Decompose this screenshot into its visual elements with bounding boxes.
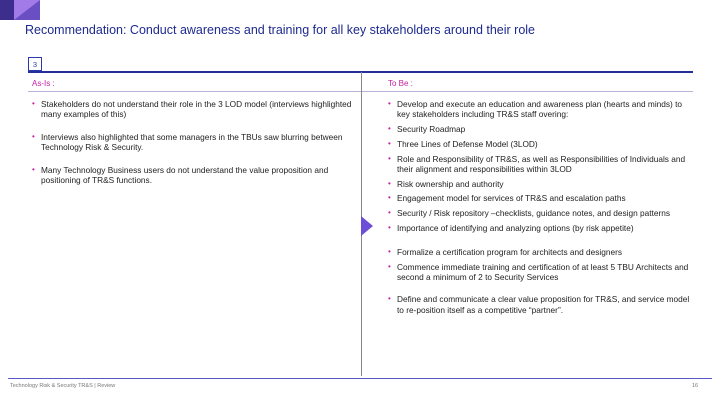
right-arrow-icon xyxy=(361,216,373,236)
to-be-item: • Three Lines of Defense Model (3LOD) xyxy=(388,139,693,149)
to-be-item: • Importance of identifying and analyzing options (by risk appetite) xyxy=(388,223,693,233)
as-is-column xyxy=(32,99,354,198)
to-be-item: • Risk ownership and authority xyxy=(388,179,693,189)
to-be-item: • Define and communicate a clear value proposition for TR&S, and service model to re-position itself as a competitive “partner”. xyxy=(388,294,693,314)
to-be-item: • Formalize a certification program for architects and designers xyxy=(388,247,693,257)
to-be-heading: To Be : xyxy=(388,79,413,88)
footer-rule xyxy=(8,378,712,379)
as-is-item: • Many Technology Business users do not understand the value proposition and positioning of TR&S functions. xyxy=(32,165,354,185)
brand-logo xyxy=(0,0,40,20)
to-be-item: • Commence immediate training and certification of at least 5 TBU Architects and second a minimum of 2 to Security Services xyxy=(388,262,693,282)
slide-title: Recommendation: Conduct awareness and training for all key stakeholders around their role xyxy=(25,23,536,37)
footer-text: Technology Risk & Security TR&S | Review xyxy=(10,383,116,389)
to-be-item: • Security Roadmap xyxy=(388,124,693,134)
page-number: 16 xyxy=(692,383,699,389)
to-be-item: • Engagement model for services of TR&S and escalation paths xyxy=(388,193,693,203)
to-be-column xyxy=(388,99,693,319)
as-is-item: • Stakeholders do not understand their role in the 3 LOD model (interviews highlighted many examples of this) xyxy=(32,99,354,119)
to-be-item: • Role and Responsibility of TR&S, as well as Responsibilities of Individuals and their alignment and responsibilities within 3LOD xyxy=(388,154,693,174)
section-number-badge: 3 xyxy=(28,57,42,71)
to-be-item: • Security / Risk repository –checklists, guidance notes, and design patterns xyxy=(388,208,693,218)
as-is-heading: As-Is : xyxy=(32,79,55,88)
to-be-item: • Develop and execute an education and awareness plan (hearts and minds) to key stakeholders including TR&S staff overing: xyxy=(388,99,693,119)
as-is-item: • Interviews also highlighted that some managers in the TBUs saw blurring between Technology Risk & Security. xyxy=(32,132,354,152)
